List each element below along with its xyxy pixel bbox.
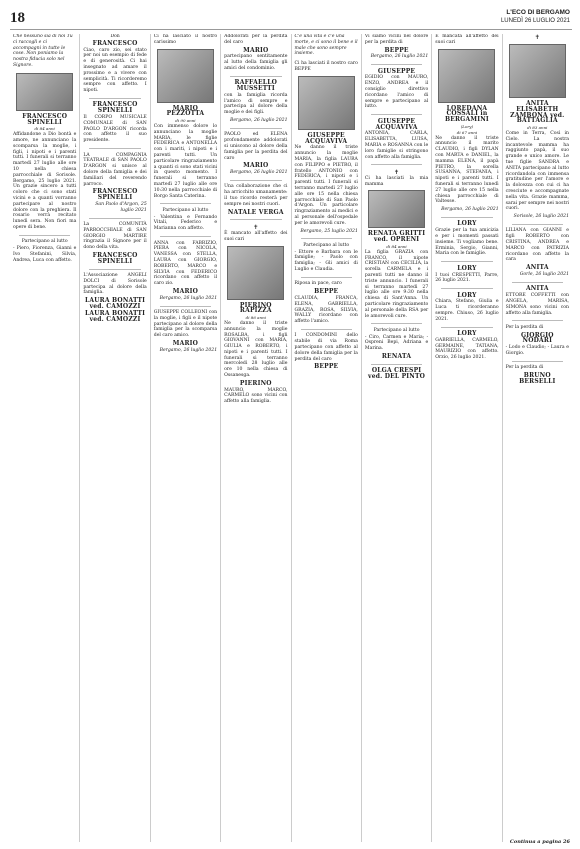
notice-body: - Ciro, Carmen e Maria; - Ospreni Bepi, Adriana e Marina.	[364, 334, 429, 352]
header-rule	[10, 29, 572, 30]
notice-body: ANNA con FABRIZIO, PIERA con NICOLA, VANESSA con STELLA, LAURA con GIORGIO, ROBERTO, MARCO e SILVIA con FEDERICO ricordano con affetto il caro zio.	[153, 240, 218, 287]
portrait-photo	[16, 73, 73, 111]
notice-divider	[371, 323, 422, 324]
notice-signature: Bergamo, 26 luglio 2021	[229, 118, 288, 124]
deceased-name: GIUSEPPE ACQUAVIVA	[375, 117, 418, 131]
deceased-name: LORY	[457, 330, 477, 338]
notice-subtitle: di 90 anni	[175, 118, 196, 124]
notice-divider	[230, 180, 281, 181]
notice-divider	[19, 235, 70, 236]
notice-divider	[301, 277, 352, 278]
notice-body: partecipano sentitamente al lutto della famiglia gli amici del condominio.	[224, 54, 288, 71]
deceased-name: PIERINO RAPIZZA	[239, 301, 272, 315]
deceased-name: GIUSEPPE ACQUAVIVA	[305, 131, 348, 145]
notice-divider	[441, 288, 492, 289]
notice-divider	[371, 364, 422, 365]
deceased-name: LOREDANA COSSALI in BERGAMINI	[444, 104, 489, 124]
notice-body: ETTORE COFFETTI con ANGELA, MARISA, SIMONA sono vicini con affetto alla famiglia.	[505, 293, 569, 316]
notice-divider	[301, 238, 352, 239]
deceased-name: LORY	[457, 291, 477, 299]
newspaper-name: L'ECO DI BERGAMO	[506, 9, 570, 16]
notice-divider	[160, 203, 211, 204]
notice-body: GABRIELLA, CARMELO, GERMAINE, TATIANA, MAURIZIO con affetto. Orzio, 26 luglio 2021.	[435, 337, 499, 361]
deceased-name: FRANCESCO	[92, 39, 138, 47]
portrait-photo	[509, 44, 566, 98]
cross-icon: ✝	[253, 223, 259, 231]
notice-divider	[160, 306, 211, 307]
notice-divider	[441, 327, 492, 328]
deceased-name: BEPPE	[314, 363, 339, 371]
notice-signature: Bergamo, 26 luglio 2021	[229, 170, 288, 176]
notice-body: Riposa in pace, caro	[294, 281, 342, 287]
portrait-photo	[227, 246, 284, 300]
notice-body: Ne danno il triste annuncio la moglie MARIA, la figlia LAURA con FILIPPO e PIETRO, il fratello ANTONIO con FEDERICA, i nipoti e i parenti tutti. I funerali si terranno martedì 27 luglio alle ore 15 nella chiesa parrocchiale di San Paolo d'Argon. Un particolare ringraziamento ai medici e al personale dell'ospedale per le amorevoli cure.	[294, 145, 358, 226]
notice-divider	[512, 282, 563, 283]
notice-body: Chiara, Stefano, Giulia e Luca ti ricorderanno sempre. Chiuso, 26 luglio 2021.	[435, 299, 499, 322]
notice-body: EGIDIO con MAURO, ENZO, ANDREA e il consiglio direttivo ricordano l'amico di sempre e partecipano al lutto.	[364, 75, 429, 110]
notice-signature: Bergamo, 25 luglio 2021	[300, 228, 358, 234]
deceased-name: FRANCESCO SPINELLI	[22, 112, 68, 126]
notice-divider	[371, 64, 422, 65]
notice-subtitle: di 67 anni	[456, 129, 478, 135]
cross-icon: ✝	[534, 34, 540, 41]
deceased-name: GIORGIO NODARI	[520, 331, 554, 345]
notice-body: I tuoi CRESPETTI, Parre, 26 luglio 2021.	[435, 272, 499, 284]
deceased-name: MARIO	[172, 339, 199, 347]
notice-body: Il CORPO MUSICALE COMUNALE di SAN PAOLO D'ARGON ricorda con affetto il suo presidente.	[83, 115, 147, 144]
notice-body: Affidandone a Dio bontà e amore, ne annunciano la scomparsa la moglie, i figli, i nipoti e i parenti tutti. I funerali si terranno martedì 27 luglio alle ore 10 nella chiesa parrocchiale di Sorisole. Bergamo, 25 luglio 2021. Un grazie sincero a tutti coloro che ci sono stati vicini e a quanti vorranno partecipare al nostro dolore con la preghiera. Il rosario verrà recitato lunedì sera. Non fiori ma opere di bene.	[13, 132, 77, 230]
column-2	[79, 34, 149, 842]
portrait-photo	[298, 76, 355, 130]
notice-divider	[371, 164, 422, 165]
notice-divider	[230, 219, 281, 220]
deceased-name: FRANCESCO SPINELLI	[92, 188, 138, 202]
notice-signature: Bergamo, 26 luglio 2021	[370, 54, 429, 60]
notice-title: Don	[110, 34, 120, 39]
notice-subtitle: di 83 anni	[527, 125, 548, 131]
deceased-name: MARIO	[172, 287, 199, 295]
column-4	[220, 34, 290, 842]
notice-divider	[160, 236, 211, 237]
deceased-name: NATALE VERGA	[227, 208, 284, 216]
notice-body: Ciao, caro zio, sei stato per noi un esempio di fede e di generosità. Ci hai insegnato ad amare il prossimo e a vivere con semplicità. Ti ricorderemo sempre con affetto. I nipoti.	[83, 47, 147, 94]
page-number: 18	[10, 10, 25, 26]
column-8	[502, 34, 572, 842]
notice-divider	[512, 361, 563, 362]
continued-note: Continua a pagina 26	[509, 839, 570, 845]
notice-divider	[89, 148, 140, 149]
notice-body: MAURO, MARCO, CARMELO sono vicini con affetto alla famiglia.	[224, 387, 288, 405]
notice-body: GIUSEPPE COLLEONI con la moglie, i figli e il nipote partecipano al dolore della famiglia per la scomparsa del caro amico.	[153, 310, 218, 339]
notice-body: L'Associazione ANGELI DOLCI di Sorisole partecipa al dolore della famiglia.	[83, 273, 147, 296]
notice-body: Con immenso dolore lo annunciano la moglie MARIA, le figlie FEDERICA e ANTONELLA con i mariti, i nipoti e i parenti tutti. Un particolare ringraziamento a quanti ci sono stati vicini in questo momento. I funerali si terranno martedì 27 luglio alle ore 10:30 nella parrocchiale di Borgo Santa Caterina.	[153, 123, 218, 199]
notice-body: Ci ha lasciati la mia mamma	[364, 175, 429, 187]
notice-body: con la famiglia ricorda l'amico di sempre e partecipa al dolore della moglie e dei figli.	[224, 92, 288, 116]
notice-divider	[230, 76, 281, 77]
deceased-name: LORY	[457, 264, 477, 272]
deceased-name: FRANCESCO SPINELLI	[92, 101, 138, 115]
deceased-name: PIERINO	[239, 379, 272, 387]
notice-subtitle: (Lory)	[460, 123, 474, 129]
notice-body: Ci ha lasciati il nostro caro BEPPE	[294, 61, 358, 72]
notice-body: - Ettore e Barbara con le famiglie; - Paolo con famiglia; - Gli amici di Luglio e Claudia.	[294, 249, 358, 273]
column-5	[291, 34, 361, 842]
deceased-name: OLGA CRESPI ved. DEL PINTO	[368, 367, 426, 381]
notice-body: Ci ha lasciato il nostro carissimo	[153, 34, 218, 45]
notice-body: Ne danno il triste annuncio il marito CLAUDIO, i figli DYLAN con MARTA e DANIEL, la mamma ELENA, il papà PIETRO, la sorella SUSANNA, STEFANIA, i nipoti e i parenti tutti. I funerali si terranno lunedì 27 luglio alle ore 15 nella chiesa parrocchiale di Valtesse.	[435, 135, 499, 205]
notice-title: Partecipano al lutto	[21, 239, 68, 245]
deceased-name: BEPPE	[384, 46, 409, 54]
deceased-name: BRUNO BERSELLI	[519, 372, 556, 385]
page-header	[0, 0, 580, 36]
deceased-name: MARIO	[243, 46, 269, 54]
deceased-name: FRANCESCO SPINELLI	[92, 252, 138, 265]
notice-body: Per la perdita di	[505, 324, 544, 330]
notice-body: La figlia GRAZIA con FRANCO, il nipote CRISTIAN con CECILIA, la sorella CARMELA e i parenti tutti ne danno il triste annuncio. I funerali si terranno martedì 27 luglio alle ore 9:30 nella chiesa di Sant'Anna. Un particolare ringraziamento al personale della RSA per le amorevoli cure.	[364, 249, 429, 319]
deceased-name: RAFFAELLO MUSSETTI	[234, 79, 278, 93]
notice-signature: Sorisole, 26 luglio 2021	[513, 214, 569, 220]
notice-signature: Bergamo, 26 luglio 2021	[441, 207, 499, 213]
notice-subtitle: di 86 anni	[245, 315, 266, 321]
notice-body: Addolorati per la perdita del caro	[224, 34, 288, 45]
notice-subtitle: di 84 anni	[34, 126, 55, 132]
notice-body: - Valentina e Fernando Vitali, Federico e Marianna con affetto.	[153, 214, 218, 232]
dedication-quote: C'è una vita e c'è una morte, e ci sono il bene e il male che sono sempre insieme.	[294, 34, 358, 57]
deceased-name: LAURA BONATTI ved. CAMOZZI	[84, 297, 146, 311]
deceased-name: LORY	[457, 220, 477, 228]
deceased-name: RENATA	[381, 353, 412, 361]
column-7	[431, 34, 501, 842]
notice-divider	[371, 114, 422, 115]
column-1	[10, 34, 79, 842]
portrait-photo	[157, 49, 214, 103]
notice-subtitle: di 84 anni	[386, 244, 407, 250]
notice-divider	[441, 217, 492, 218]
notice-body: CLAUDIA, FRANCA, ELENA, GABRIELLA, GRAZIA, ROSA, SILVIA, WALLY ricordano con affetto l'amico.	[294, 295, 358, 325]
notice-body: I CONDOMINI dello stabile di via Roma partecipano con affetto al dolore della famiglia per la perdita del caro	[294, 333, 358, 362]
notice-divider	[512, 320, 563, 321]
deceased-name: BEPPE	[314, 288, 339, 296]
dedication-quote: Che nessuno sia di noi Tu ci raccogli e ci accompagni in tutte le cose. Non poniamo la nostra fiducia solo nel Signore.	[13, 34, 73, 68]
notice-divider	[89, 218, 140, 219]
notice-body: È mancato all'affetto dei suoi cari	[224, 230, 288, 242]
notice-title: Partecipano al lutto	[303, 242, 350, 248]
notice-title: Partecipano al lutto	[373, 327, 420, 333]
notice-title: Partecipano al lutto	[162, 207, 209, 213]
notice-divider	[301, 329, 352, 330]
notice-body: ANTONIA, CARLA, ELISABETTA, LUISA, MARIA e ROSANNA con le loro famiglie si stringono con affetto alla famiglia.	[364, 131, 429, 160]
column-3	[150, 34, 220, 842]
column-6	[361, 34, 431, 842]
notice-body: LILIANA con GIANNI e figli ROBERTO con CRISTINA, ANDREA e MARCO con PATRIZIA ricordano con affetto la cara	[505, 228, 569, 263]
portrait-photo	[438, 49, 495, 103]
notice-body: Per la perdita di	[505, 365, 544, 371]
notice-signature: Bergamo, 26 luglio 2021	[159, 295, 218, 301]
portrait-photo	[368, 190, 425, 228]
notice-divider	[89, 98, 140, 99]
notice-divider	[441, 261, 492, 262]
deceased-name: MARIO	[243, 162, 269, 170]
issue-date: LUNEDÌ 26 LUGLIO 2021	[500, 18, 570, 24]
notice-signature: Bergamo, 26 luglio 2021	[159, 347, 218, 353]
notice-body: - Lodo e Claudio; - Laura e Giorgio.	[505, 345, 569, 356]
deceased-name: ANITA	[525, 264, 549, 272]
notice-body: È mancata all'affetto dei suoi cari	[435, 34, 499, 45]
cross-icon: ✝	[394, 168, 400, 176]
deceased-name: LAURA BONATTI ved. CAMOZZI	[84, 309, 146, 323]
deceased-name: MARIO PEZZOTTA	[166, 104, 205, 118]
notice-signature: Gorle, 26 luglio 2021	[519, 272, 569, 278]
obituary-columns	[10, 34, 572, 842]
notice-body: Una collaborazione che ci ha arricchito umanamente: il tuo ricordo resterà per sempre nei nostri cuori.	[224, 184, 288, 207]
notice-body: Come in Terra, Così in Cielo. La nostra incantevole mamma ha raggiunto papà, il suo grande e unico amore. Le tue figlie SANDRA e ANITA partecipano al lutto ricordandola con immensa gratitudine per l'amore e la dolcezza con cui ci ha cresciute e accompagnate nella vita. Grazie mamma, sarai per sempre nei nostri cuori.	[505, 130, 569, 212]
notice-body: Vi siamo vicini nel dolore per la perdita di	[364, 34, 429, 45]
notice-divider	[230, 128, 281, 129]
notice-body: LA COMPAGNIA TEATRALE di SAN PAOLO D'ARGON si unisce al dolore della famiglia e dei familiari del reverendo parroco.	[83, 152, 147, 187]
notice-body: - Piero, Fiorenza, Gianni e Ivo Stefanini, Silvia, Andrea, Luca con affetto.	[13, 246, 77, 263]
notice-body: La COMUNITÀ PARROCCHIALE di SAN GIORGIO MARTIRE ringrazia il Signore per il dono della vita.	[83, 222, 147, 251]
deceased-name: RENATA GRITTI ved. OPRENI	[367, 230, 426, 244]
newspaper-masthead	[501, 9, 570, 25]
notice-body: PAOLO ed ELENA profondamente addolorati si uniscono al dolore della famiglia per la perdita del caro	[224, 132, 288, 161]
notice-body: Ne danno il triste annuncio la moglie ROSALBA, i figli GIOVANNI con MARIA, GIULIA e ROBERTO, i nipoti e i parenti tutti. I funerali si terranno mercoledì 28 luglio alle ore 10 nella chiesa di Ossanesga.	[224, 320, 288, 379]
notice-signature: San Paolo d'Argon, 25 luglio 2021	[95, 201, 147, 213]
deceased-name: ANITA	[525, 285, 549, 293]
notice-divider	[89, 269, 140, 270]
deceased-name: GIUSEPPE	[377, 67, 416, 75]
notice-body: Grazie per la tua amicizia e per i momenti passati insieme. Ti vogliamo bene. Erminia, Sergio, Gianni, Maria con le famiglie.	[435, 228, 499, 257]
deceased-name: ANITA ELISABETH ZAMBONA ved. BATTAGLIA	[510, 100, 565, 125]
notice-divider	[512, 224, 563, 225]
